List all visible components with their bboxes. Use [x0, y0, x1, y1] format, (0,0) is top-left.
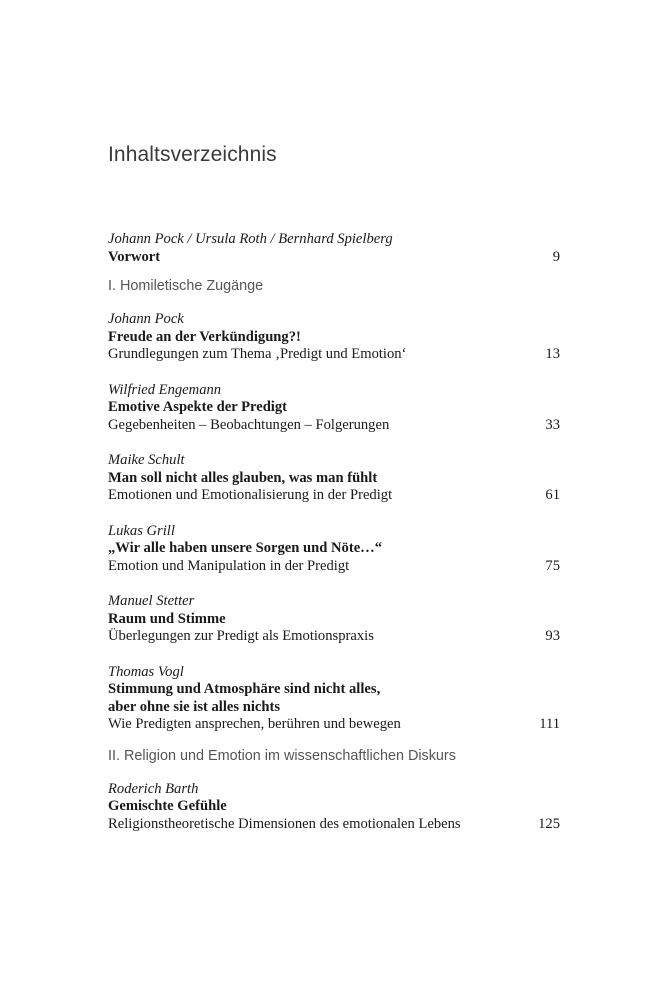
toc-entry	[108, 664, 560, 734]
entry-author: Maike Schult	[108, 452, 185, 468]
entry-page-number: 125	[538, 815, 560, 832]
entry-title: Gemischte Gefühle	[108, 798, 227, 814]
toc-entry	[108, 781, 560, 834]
entry-author: Johann Pock	[108, 311, 184, 327]
page-title: Inhaltsverzeichnis	[108, 143, 277, 166]
entry-page-number: 93	[545, 628, 560, 644]
entry-title: Freude an der Verkündigung?!	[108, 328, 301, 345]
entry-title-continued: aber ohne sie ist alles nichts	[108, 698, 281, 715]
toc-entry	[108, 523, 560, 576]
entry-title: „Wir alle haben unsere Sorgen und Nöte…“	[108, 540, 383, 556]
entry-subtitle: Überlegungen zur Predigt als Emotionspraxis	[108, 628, 374, 644]
entry-subtitle: Emotionen und Emotionalisierung in der Predigt	[108, 487, 393, 503]
entry-title: Man soll nicht alles glauben, was man fühlt	[108, 469, 378, 486]
entry-subtitle: Emotion und Manipulation in der Predigt	[108, 557, 350, 574]
entry-author: Thomas Vogl	[108, 663, 184, 680]
section-heading: I. Homiletische Zugänge	[108, 278, 264, 294]
entry-page-number: 33	[545, 416, 560, 433]
entry-title: Emotive Aspekte der Predigt	[108, 399, 288, 415]
entry-subtitle: Religionstheoretische Dimensionen des emotionalen Lebens	[108, 815, 461, 832]
section-heading: II. Religion und Emotion im wissenschaftlichen Diskurs	[108, 747, 456, 764]
toc-entry	[108, 231, 560, 266]
entry-title: Vorwort	[108, 248, 161, 265]
toc-entry	[108, 593, 560, 646]
entry-author: Lukas Grill	[108, 522, 175, 539]
entry-author: Manuel Stetter	[108, 593, 195, 609]
entry-page-number: 9	[552, 248, 560, 265]
toc-entry	[108, 452, 560, 505]
entry-author: Wilfried Engemann	[108, 381, 222, 398]
entry-author: Roderich Barth	[108, 780, 199, 797]
entry-page-number: 61	[545, 487, 560, 503]
entry-subtitle: Grundlegungen zum Thema ‚Predigt und Emotion‘	[108, 346, 407, 362]
toc-entry	[108, 382, 560, 435]
toc-entry	[108, 311, 560, 364]
entry-title: Stimmung und Atmosphäre sind nicht alles,	[108, 681, 381, 697]
entry-page-number: 111	[539, 716, 560, 732]
entry-subtitle: Gegebenheiten – Beobachtungen – Folgerungen	[108, 416, 390, 433]
entry-page-number: 75	[545, 557, 560, 574]
entry-title: Raum und Stimme	[108, 610, 226, 627]
entry-author: Johann Pock / Ursula Roth / Bernhard Spielberg	[108, 231, 393, 247]
table-of-contents	[108, 231, 560, 833]
entry-page-number: 13	[545, 346, 560, 362]
entry-subtitle: Wie Predigten ansprechen, berühren und bewegen	[108, 716, 401, 732]
